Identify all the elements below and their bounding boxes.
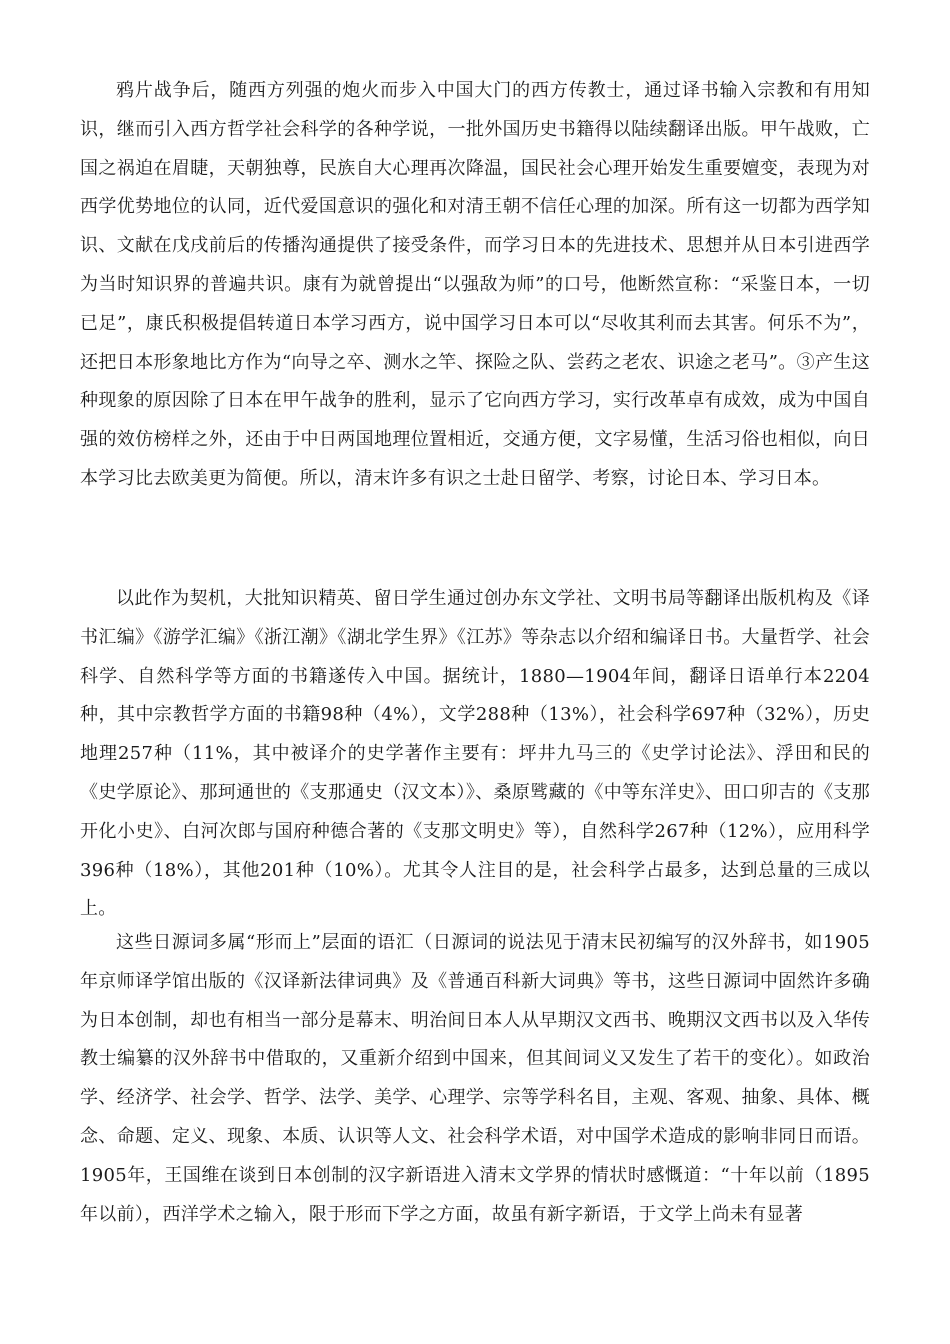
paragraph-3: 这些日源词多属“形而上”层面的语汇（日源词的说法见于清末民初编写的汉外辞书，如1905年京师译学馆出版的《汉译新法律词典》及《普通百科新大词典》等书，这些日源词中固然许多确为日本创制，却也有相当一部分是幕末、明治间日本人从早期汉文西书、晚期汉文西书以及入华传教士编纂的汉外辞书中借取的，又重新介绍到中国来，但其间词义又发生了若干的变化）。如政治学、经济学、社会学、哲学、法学、美学、心理学、宗等学科名目，主观、客观、抽象、具体、概念、命题、定义、现象、本质、认识等人文、社会科学术语，对中国学术造成的影响非同日而语。1905年，王国维在谈到日本创制的汉字新语进入清末文学界的情状时感慨道：“十年以前（1895年以前），西洋学术之输入，限于形而下学之方面，故虽有新字新语，于文学上尚未有显著 bbox=[80, 932, 870, 1225]
paragraph-1: 鸦片战争后，随西方列强的炮火而步入中国大门的西方传教士，通过译书输入宗教和有用知识，继而引入西方哲学社会科学的各种学说，一批外国历史书籍得以陆续翻译出版。甲午战败，亡国之祸迫在眉睫，天朝独尊，民族自大心理再次降温，国民社会心理开始发生重要嬗变，表现为对西学优势地位的认同，近代爱国意识的强化和对清王朝不信任心理的加深。所有这一切都为西学知识、文献在戊戌前后的传播沟通提供了接受条件，而学习日本的先进技术、思想并从日本引进西学为当时知识界的普遍共识。康有为就曾提出“以强敌为师”的口号，他断然宣称：“采鉴日本，一切已足”，康氏积极提倡转道日本学习西方，说中国学习日本可以“尽收其利而去其害。何乐不为”，还把日本形象地比方作为“向导之卒、测水之竿、探险之队、尝药之老农、识途之老马”。③产生这种现象的原因除了日本在甲午战争的胜利，显示了它向西方学习，实行改革卓有成效，成为中国自强的效仿榜样之外，还由于中日两国地理位置相近，交通方便，文字易懂，生活习俗也相似，向日本学习比去欧美更为简便。所以，清末许多有识之士赴日留学、考察，讨论日本、学习日本。 bbox=[80, 80, 870, 489]
paragraph-2: 以此作为契机，大批知识精英、留日学生通过创办东文学社、文明书局等翻译出版机构及《译书汇编》《游学汇编》《浙江潮》《湖北学生界》《江苏》等杂志以介绍和编译日书。大量哲学、社会科学、自然科学等方面的书籍遂传入中国。据统计，1880—1904年间，翻译日语单行本2204种，其中宗教哲学方面的书籍98种（4%），文学288种（13%），社会科学697种（32%），历史地理257种（11%，其中被译介的史学著作主要有：坪井九马三的《史学讨论法》、浮田和民的《史学原论》、那珂通世的《支那通史（汉文本）》、桑原骘藏的《中等东洋史》、田口卯吉的《支那开化小史》、白河次郎与国府种德合著的《支那文明史》等），自然科学267种（12%），应用科学396种（18%），其他201种（10%）。尤其令人注目的是，社会科学占最多，达到总量的三成以上。 bbox=[80, 588, 870, 920]
